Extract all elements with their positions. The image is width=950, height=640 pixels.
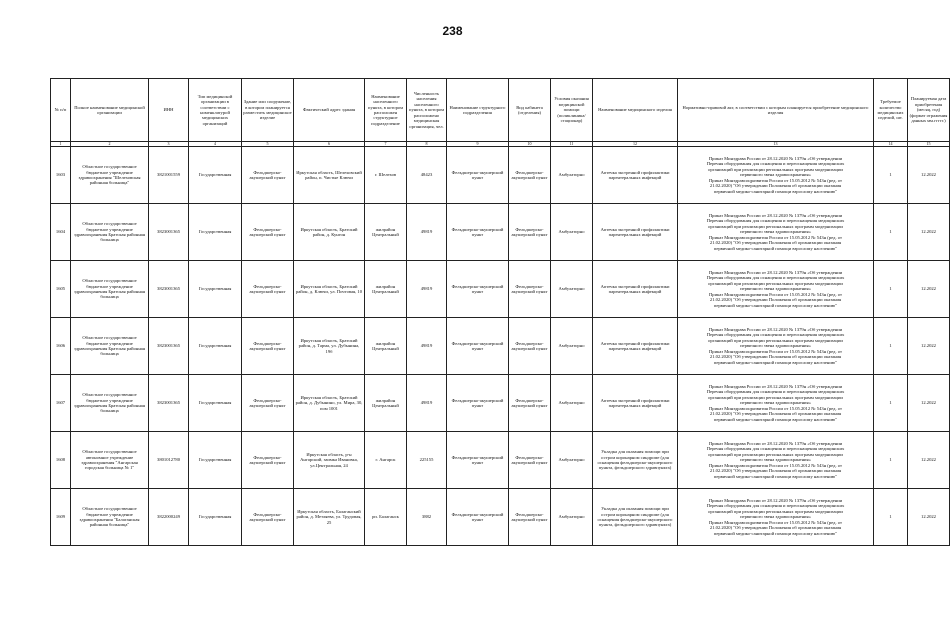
legal-basis-line: организаций при реализации региональных программ модернизации	[708, 337, 843, 343]
population-cell: 3882	[407, 489, 447, 546]
legal-basis-line: Перечня оборудования для оснащения и переоснащения медицинских	[706, 332, 845, 338]
device-name-cell: Аптечка экстренной профилактики парентеральных инфекций	[593, 261, 678, 318]
legal-basis-line: организаций при реализации региональных программ модернизации	[708, 166, 843, 172]
column-header: Нормативно-правовой акт, в соответствии с которым планируется приобретение медицинского изделия	[678, 79, 874, 142]
cabinet-cell: Фельдшерско-акушерский пункт	[509, 147, 551, 204]
device-name-cell: Аптечка экстренной профилактики парентеральных инфекций	[593, 204, 678, 261]
quantity-cell: 1	[874, 432, 908, 489]
legal-basis-line: первичного звена здравоохранения»	[740, 229, 811, 235]
legal-basis-cell	[678, 147, 874, 204]
building-cell: Фельдшерско-акушерский пункт	[242, 147, 294, 204]
settlement-cell: жилрайон Центральный	[365, 261, 407, 318]
legal-basis-line: Перечня оборудования для оснащения и переоснащения медицинских	[706, 446, 845, 452]
structural-unit-cell: Фельдшерско-акушерский пункт	[447, 147, 509, 204]
table-row	[51, 147, 950, 204]
legal-basis-line: Приказ Минздравсоцразвития России от 15.05.2012 № 543н (ред. от	[708, 462, 842, 468]
legal-basis-line: Приказ Минздравсоцразвития России от 15.05.2012 № 543н (ред. от	[708, 348, 842, 354]
table-header	[51, 79, 950, 147]
column-header: Планируемая дата приобретения (месяц, год) (формат отражения данных мм.ггггг.)	[908, 79, 950, 142]
population-cell: 48423	[407, 147, 447, 204]
legal-basis-line: Приказ Минздрава России от 28.12.2020 № 1379н «Об утверждении	[708, 270, 843, 276]
organization-type: Государственная	[189, 204, 242, 261]
legal-basis-line: первичного звена здравоохранения»	[740, 457, 811, 463]
legal-basis-line: организаций при реализации региональных программ модернизации	[708, 508, 843, 514]
legal-basis-line: первичной медико-санитарной помощи взрослому населению"	[713, 245, 838, 251]
legal-basis-line: Приказ Минздравсоцразвития России от 15.05.2012 № 543н (ред. от	[708, 291, 842, 297]
legal-basis-cell	[678, 318, 874, 375]
care-conditions-cell: Амбулаторно	[551, 489, 593, 546]
column-header: Вид кабинета (отделения)	[509, 79, 551, 142]
organization-name: Областное государственное бюджетное учреждение здравоохранения Братская районная больница	[71, 204, 149, 261]
legal-basis-line: первичного звена здравоохранения»	[740, 514, 811, 520]
organization-name: Областное государственное бюджетное учреждение здравоохранения "Шелеховская районная больница"	[71, 147, 149, 204]
purchase-date-cell: 12.2022	[908, 432, 950, 489]
inn-cell: 3823001365	[149, 204, 189, 261]
table-row	[51, 318, 950, 375]
cabinet-cell: Фельдшерско-акушерский пункт	[509, 375, 551, 432]
settlement-cell: жилрайон Центральный	[365, 204, 407, 261]
legal-basis-line: Перечня оборудования для оснащения и переоснащения медицинских	[706, 503, 845, 509]
column-number: 14	[874, 142, 908, 147]
legal-basis-line: 21.02.2020) "Об утверждении Положения об организации оказания	[709, 411, 842, 417]
column-header: Здание или сооружение, в котором планируется разместить медицинское изделие	[242, 79, 294, 142]
organization-name: Областное государственное бюджетное учреждение здравоохранения "Балаганская районная больница"	[71, 489, 149, 546]
purchase-date-cell: 12.2022	[908, 261, 950, 318]
row-number: 1604	[51, 204, 71, 261]
column-header: № п/п	[51, 79, 71, 142]
care-conditions-cell: Амбулаторно	[551, 375, 593, 432]
care-conditions-cell: Амбулаторно	[551, 318, 593, 375]
legal-basis-line: 21.02.2020) "Об утверждении Положения об организации оказания	[709, 468, 842, 474]
structural-unit-cell: Фельдшерско-акушерский пункт	[447, 375, 509, 432]
column-header: Наименование населенного пункта, в котором расположен структурное подразделение	[365, 79, 407, 142]
settlement-cell: жилрайон Центральный	[365, 375, 407, 432]
inn-cell: 3821001559	[149, 147, 189, 204]
legal-basis-line: Приказ Минздрава России от 28.12.2020 № 1379н «Об утверждении	[708, 498, 843, 504]
column-header: Условия оказания медицинской помощи (поликлиника/стационар)	[551, 79, 593, 142]
settlement-cell: г. Ангарск	[365, 432, 407, 489]
population-cell: 49819	[407, 261, 447, 318]
column-number: 11	[551, 142, 593, 147]
quantity-cell: 1	[874, 147, 908, 204]
column-header: Численность населения населенного пункта, в котором расположено медицинская организация, чел.	[407, 79, 447, 142]
address-cell: Иркутская область, Братский район, д. Ключи, ул. Почтовая, 10	[294, 261, 365, 318]
column-header: Полное наименование медицинской организации	[71, 79, 149, 142]
organization-type: Государственная	[189, 489, 242, 546]
care-conditions-cell: Амбулаторно	[551, 147, 593, 204]
legal-basis-line: Приказ Минздравсоцразвития России от 15.05.2012 № 543н (ред. от	[708, 519, 842, 525]
legal-basis-cell	[678, 432, 874, 489]
settlement-cell: жилрайон Центральный	[365, 318, 407, 375]
cabinet-cell: Фельдшерско-акушерский пункт	[509, 432, 551, 489]
cabinet-cell: Фельдшерско-акушерский пункт	[509, 318, 551, 375]
legal-basis-line: 21.02.2020) "Об утверждении Положения об организации оказания	[709, 297, 842, 303]
address-cell: Иркутская область, Братский район, д. Дубынино, ул. Мира, 30, пом 1001	[294, 375, 365, 432]
legal-basis-line: Приказ Минздравсоцразвития России от 15.05.2012 № 543н (ред. от	[708, 234, 842, 240]
legal-basis-line: организаций при реализации региональных программ модернизации	[708, 223, 843, 229]
row-number: 1608	[51, 432, 71, 489]
column-header: Требуемое количество медицинских изделий, шт.	[874, 79, 908, 142]
legal-basis-line: Приказ Минздравсоцразвития России от 15.05.2012 № 543н (ред. от	[708, 177, 842, 183]
equipment-register-table	[50, 78, 950, 546]
row-number: 1603	[51, 147, 71, 204]
legal-basis-cell	[678, 489, 874, 546]
inn-cell: 3801012780	[149, 432, 189, 489]
row-number: 1606	[51, 318, 71, 375]
settlement-cell: г. Шелехов	[365, 147, 407, 204]
building-cell: Фельдшерско-акушерский пункт	[242, 375, 294, 432]
column-number: 13	[678, 142, 874, 147]
legal-basis-line: 21.02.2020) "Об утверждении Положения об организации оказания	[709, 354, 842, 360]
legal-basis-line: Перечня оборудования для оснащения и переоснащения медицинских	[706, 389, 845, 395]
legal-basis-line: первичной медико-санитарной помощи взрослому населению"	[713, 416, 838, 422]
column-number: 4	[189, 142, 242, 147]
building-cell: Фельдшерско-акушерский пункт	[242, 318, 294, 375]
inn-cell: 3822000249	[149, 489, 189, 546]
page-number: 238	[442, 24, 463, 38]
population-cell: 225155	[407, 432, 447, 489]
column-number: 3	[149, 142, 189, 147]
legal-basis-line: 21.02.2020) "Об утверждении Положения об организации оказания	[709, 240, 842, 246]
quantity-cell: 1	[874, 261, 908, 318]
legal-basis-line: первичной медико-санитарной помощи взрослому населению"	[713, 188, 838, 194]
legal-basis-line: организаций при реализации региональных программ модернизации	[708, 394, 843, 400]
column-number: 2	[71, 142, 149, 147]
legal-basis-line: 21.02.2020) "Об утверждении Положения об организации оказания	[709, 183, 842, 189]
table-row	[51, 261, 950, 318]
legal-basis-line: первичного звена здравоохранения»	[740, 286, 811, 292]
table-row	[51, 489, 950, 546]
legal-basis-line: первичного звена здравоохранения»	[740, 172, 811, 178]
building-cell: Фельдшерско-акушерский пункт	[242, 261, 294, 318]
legal-basis-line: Перечня оборудования для оснащения и переоснащения медицинских	[706, 161, 845, 167]
purchase-date-cell: 12.2022	[908, 204, 950, 261]
structural-unit-cell: Фельдшерско-акушерский пункт	[447, 261, 509, 318]
building-cell: Фельдшерско-акушерский пункт	[242, 489, 294, 546]
organization-name: Областное государственное бюджетное учреждение здравоохранения Братская районная больница	[71, 318, 149, 375]
legal-basis-line: 21.02.2020) "Об утверждении Положения об организации оказания	[709, 525, 842, 531]
care-conditions-cell: Амбулаторно	[551, 432, 593, 489]
column-number: 6	[294, 142, 365, 147]
purchase-date-cell: 12.2022	[908, 375, 950, 432]
device-name-cell: Аптечка экстренной профилактики парентеральных инфекций	[593, 318, 678, 375]
address-cell: Иркутская область, Балаганский район, д. Метляева, ул. Трудовая, 25	[294, 489, 365, 546]
legal-basis-cell	[678, 261, 874, 318]
table-body	[51, 147, 950, 546]
legal-basis-line: первичной медико-санитарной помощи взрослому населению"	[713, 530, 838, 536]
column-number: 12	[593, 142, 678, 147]
cabinet-cell: Фельдшерско-акушерский пункт	[509, 204, 551, 261]
purchase-date-cell: 12.2022	[908, 318, 950, 375]
organization-name: Областное государственное бюджетное учреждение здравоохранения Братская районная больница	[71, 261, 149, 318]
quantity-cell: 1	[874, 375, 908, 432]
population-cell: 49819	[407, 204, 447, 261]
cabinet-cell: Фельдшерско-акушерский пункт	[509, 261, 551, 318]
device-name-cell: Укладка для оказания помощи при остром коронарном синдроме (для оснащения фельдшерско-акушерского пункта, фельдшерского здравпункта)	[593, 432, 678, 489]
purchase-date-cell: 12.2022	[908, 489, 950, 546]
column-number: 15	[908, 142, 950, 147]
legal-basis-line: Перечня оборудования для оснащения и переоснащения медицинских	[706, 275, 845, 281]
structural-unit-cell: Фельдшерско-акушерский пункт	[447, 489, 509, 546]
device-name-cell: Аптечка экстренной профилактики парентеральных инфекций	[593, 147, 678, 204]
cabinet-cell: Фельдшерско-акушерский пункт	[509, 489, 551, 546]
column-number: 10	[509, 142, 551, 147]
settlement-cell: рп. Балаганск	[365, 489, 407, 546]
structural-unit-cell: Фельдшерско-акушерский пункт	[447, 318, 509, 375]
legal-basis-line: первичной медико-санитарной помощи взрослому населению"	[713, 473, 838, 479]
row-number: 1605	[51, 261, 71, 318]
care-conditions-cell: Амбулаторно	[551, 261, 593, 318]
legal-basis-line: первичного звена здравоохранения»	[740, 343, 811, 349]
legal-basis-line: Приказ Минздравсоцразвития России от 15.05.2012 № 543н (ред. от	[708, 405, 842, 411]
legal-basis-line: Приказ Минздрава России от 28.12.2020 № 1379н «Об утверждении	[708, 384, 843, 390]
care-conditions-cell: Амбулаторно	[551, 204, 593, 261]
legal-basis-cell	[678, 204, 874, 261]
column-number: 7	[365, 142, 407, 147]
quantity-cell: 1	[874, 204, 908, 261]
organization-type: Государственная	[189, 261, 242, 318]
inn-cell: 3823001365	[149, 261, 189, 318]
structural-unit-cell: Фельдшерско-акушерский пункт	[447, 204, 509, 261]
address-cell: Иркутская область, Братский район, д. Кунгон	[294, 204, 365, 261]
legal-basis-line: Приказ Минздрава России от 28.12.2020 № 1379н «Об утверждении	[708, 213, 843, 219]
column-header: Тип медицинской организации в соответствии с номенклатурой медицинских организаций	[189, 79, 242, 142]
column-number: 8	[407, 142, 447, 147]
building-cell: Фельдшерско-акушерский пункт	[242, 432, 294, 489]
structural-unit-cell: Фельдшерско-акушерский пункт	[447, 432, 509, 489]
legal-basis-line: Приказ Минздрава России от 28.12.2020 № 1379н «Об утверждении	[708, 441, 843, 447]
legal-basis-line: первичной медико-санитарной помощи взрослому населению"	[713, 302, 838, 308]
building-cell: Фельдшерско-акушерский пункт	[242, 204, 294, 261]
device-name-cell: Укладка для оказания помощи при остром коронарном синдроме (для оснащения фельдшерско-акушерского пункта, фельдшерского здравпункта)	[593, 489, 678, 546]
column-header: Наименование структурного подразделения	[447, 79, 509, 142]
legal-basis-line: организаций при реализации региональных программ модернизации	[708, 451, 843, 457]
inn-cell: 3823001365	[149, 318, 189, 375]
row-number: 1607	[51, 375, 71, 432]
organization-type: Государственная	[189, 318, 242, 375]
quantity-cell: 1	[874, 318, 908, 375]
organization-name: Областное государственное автономное учреждение здравоохранения "Ангарская городская больница № 1"	[71, 432, 149, 489]
address-cell: Иркутская область, Братский район, д. Тарма, ул. Дубынина, 19б	[294, 318, 365, 375]
address-cell: Иркутская область, Шелеховский район, п. Чистые Ключи	[294, 147, 365, 204]
legal-basis-line: первичного звена здравоохранения»	[740, 400, 811, 406]
organization-type: Государственная	[189, 432, 242, 489]
legal-basis-line: Приказ Минздрава России от 28.12.2020 № 1379н «Об утверждении	[708, 327, 843, 333]
quantity-cell: 1	[874, 489, 908, 546]
table-row	[51, 432, 950, 489]
column-header: Фактический адрес здания	[294, 79, 365, 142]
legal-basis-cell	[678, 375, 874, 432]
table-row	[51, 375, 950, 432]
organization-name: Областное государственное бюджетное учреждение здравоохранения Братская районная больница	[71, 375, 149, 432]
row-number: 1609	[51, 489, 71, 546]
population-cell: 49819	[407, 318, 447, 375]
purchase-date-cell: 12.2022	[908, 147, 950, 204]
column-number: 1	[51, 142, 71, 147]
column-number: 9	[447, 142, 509, 147]
column-header: ИНН	[149, 79, 189, 142]
device-name-cell: Аптечка экстренной профилактики парентеральных инфекций	[593, 375, 678, 432]
legal-basis-line: первичной медико-санитарной помощи взрослому населению"	[713, 359, 838, 365]
column-number: 5	[242, 142, 294, 147]
inn-cell: 3823001365	[149, 375, 189, 432]
legal-basis-line: Перечня оборудования для оснащения и переоснащения медицинских	[706, 218, 845, 224]
population-cell: 49819	[407, 375, 447, 432]
legal-basis-line: организаций при реализации региональных программ модернизации	[708, 280, 843, 286]
table-row	[51, 204, 950, 261]
organization-type: Государственная	[189, 147, 242, 204]
address-cell: Иркутская область, р-н Ангарский, заимка Ивановка, ул.Центральная, 24	[294, 432, 365, 489]
legal-basis-line: Приказ Минздрава России от 28.12.2020 № 1379н «Об утверждении	[708, 156, 843, 162]
column-header: Наименование медицинского изделия	[593, 79, 678, 142]
organization-type: Государственная	[189, 375, 242, 432]
